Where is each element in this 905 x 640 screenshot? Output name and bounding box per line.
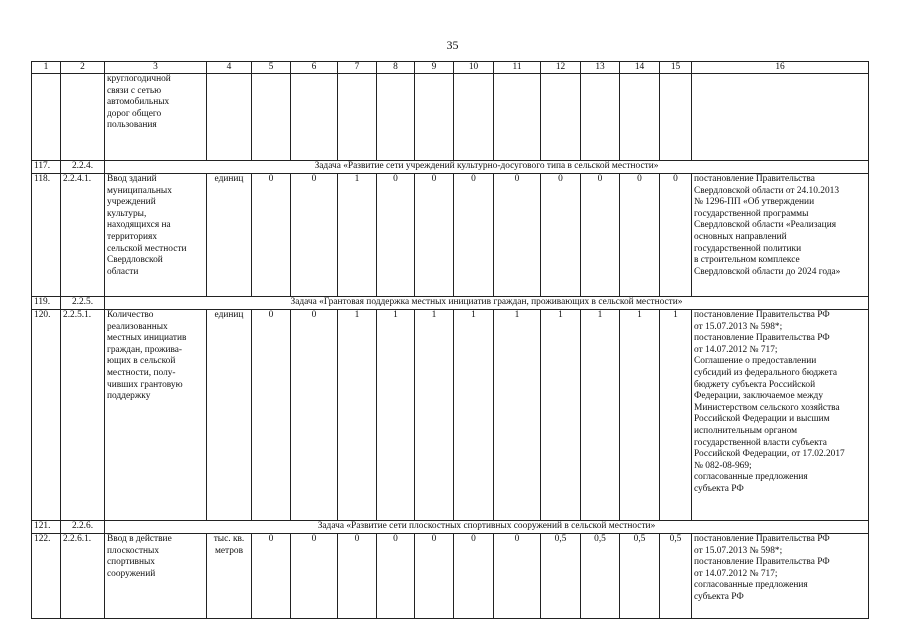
indicator-value: 1 [377, 310, 415, 521]
column-number-header: 16 [692, 62, 869, 74]
unit-of-measure: единиц [207, 310, 252, 521]
column-number-header: 3 [105, 62, 207, 74]
indicator-value: 0 [541, 174, 581, 297]
indicator-value: 0 [252, 310, 291, 521]
column-number-header: 7 [338, 62, 377, 74]
indicator-value: 1 [338, 310, 377, 521]
column-number-header: 4 [207, 62, 252, 74]
indicator-row [32, 174, 869, 297]
indicator-value: 0 [338, 534, 377, 619]
column-number-header: 9 [415, 62, 454, 74]
indicator-value: 0 [291, 174, 338, 297]
task-row [32, 297, 869, 310]
indicator-value [338, 74, 377, 161]
legal-basis: постановление Правительства РФ от 15.07.2013 № 598*; постановление Правительства РФ от 14.07.2012 № 717; согласованные предложения субъекта РФ [692, 534, 869, 619]
indicator-value [415, 74, 454, 161]
indicator-value: 0 [660, 174, 692, 297]
column-number-header: 1 [32, 62, 61, 74]
indicator-value: 0 [620, 174, 660, 297]
task-title: Задача «Развитие сети учреждений культурно-досугового типа в сельской местности» [105, 161, 869, 174]
task-row [32, 161, 869, 174]
indicator-value [620, 74, 660, 161]
indicator-value: 0,5 [620, 534, 660, 619]
indicator-row [32, 534, 869, 619]
unit-of-measure: единиц [207, 174, 252, 297]
legal-basis [692, 74, 869, 161]
indicator-value: 1 [541, 310, 581, 521]
indicator-value: 0,5 [581, 534, 620, 619]
indicator-value: 0 [581, 174, 620, 297]
column-number-header: 8 [377, 62, 415, 74]
indicator-value: 1 [620, 310, 660, 521]
indicators-table [31, 61, 869, 619]
column-number-header: 2 [61, 62, 105, 74]
indicator-value: 0 [494, 174, 541, 297]
indicator-value: 0 [377, 534, 415, 619]
indicator-value: 0 [454, 174, 494, 297]
row-code: 2.2.4.1. [61, 174, 105, 297]
column-number-row [32, 62, 869, 74]
indicator-value: 1 [581, 310, 620, 521]
row-code: 2.2.5. [61, 297, 105, 310]
column-number-header: 10 [454, 62, 494, 74]
indicator-name: Ввод в действие плоскостных спортивных сооружений [105, 534, 207, 619]
indicator-value [660, 74, 692, 161]
row-number: 120. [32, 310, 61, 521]
indicator-value: 1 [338, 174, 377, 297]
indicator-value: 0 [252, 174, 291, 297]
indicator-value: 0,5 [660, 534, 692, 619]
row-number: 118. [32, 174, 61, 297]
indicator-value: 0 [291, 310, 338, 521]
indicator-row [32, 74, 869, 161]
indicator-value: 0 [494, 534, 541, 619]
row-code: 2.2.6. [61, 521, 105, 534]
legal-basis: постановление Правительства Свердловской области от 24.10.2013 № 1296-ПП «Об утверждении государственной программы Свердловской области «Реализация основных направлений государственной политики в строительном комплексе Свердловской области до 2024 года» [692, 174, 869, 297]
indicator-value: 1 [454, 310, 494, 521]
indicator-value [541, 74, 581, 161]
column-number-header: 15 [660, 62, 692, 74]
indicator-name: круглогодичной связи с сетью автомобильных дорог общего пользования [105, 74, 207, 161]
indicator-value: 0 [291, 534, 338, 619]
indicator-name: Ввод зданий муниципальных учреждений культуры, находящихся на территориях сельской местности Свердловской области [105, 174, 207, 297]
column-number-header: 14 [620, 62, 660, 74]
indicator-value [252, 74, 291, 161]
column-number-header: 11 [494, 62, 541, 74]
indicator-value: 1 [415, 310, 454, 521]
indicator-name: Количество реализованных местных инициатив граждан, прожива- ющих в сельской местности, полу- чивших грантовую поддержку [105, 310, 207, 521]
row-number: 117. [32, 161, 61, 174]
column-number-header: 5 [252, 62, 291, 74]
indicator-value: 1 [660, 310, 692, 521]
row-number: 119. [32, 297, 61, 310]
row-code [61, 74, 105, 161]
task-row [32, 521, 869, 534]
row-code: 2.2.6.1. [61, 534, 105, 619]
row-code: 2.2.5.1. [61, 310, 105, 521]
unit-of-measure: тыс. кв. метров [207, 534, 252, 619]
indicator-value: 0 [454, 534, 494, 619]
indicator-value [454, 74, 494, 161]
column-number-header: 13 [581, 62, 620, 74]
legal-basis: постановление Правительства РФ от 15.07.2013 № 598*; постановление Правительства РФ от 14.07.2012 № 717; Соглашение о предоставлении субсидий из федерального бюджета бюджету субъекта Российской Федерации, заключаемое между Министерством сельского хозяйства Российской Федерации и высшим исполнительным органом государственной власти субъекта Российской Федерации, от 17.02.2017 № 082-08-969; согласованные предложения субъекта РФ [692, 310, 869, 521]
indicator-value: 0 [415, 534, 454, 619]
row-number: 122. [32, 534, 61, 619]
column-number-header: 6 [291, 62, 338, 74]
indicator-value: 0 [252, 534, 291, 619]
row-code: 2.2.4. [61, 161, 105, 174]
row-number: 121. [32, 521, 61, 534]
task-title: Задача «Грантовая поддержка местных инициатив граждан, проживающих в сельской местности» [105, 297, 869, 310]
indicator-value [291, 74, 338, 161]
indicator-row [32, 310, 869, 521]
page-number: 35 [446, 38, 459, 52]
indicator-value [377, 74, 415, 161]
indicator-value [494, 74, 541, 161]
row-number [32, 74, 61, 161]
column-number-header: 12 [541, 62, 581, 74]
task-title: Задача «Развитие сети плоскостных спортивных сооружений в сельской местности» [105, 521, 869, 534]
indicator-value: 0 [415, 174, 454, 297]
indicator-value: 1 [494, 310, 541, 521]
indicator-value [581, 74, 620, 161]
indicator-value: 0 [377, 174, 415, 297]
unit-of-measure [207, 74, 252, 161]
indicator-value: 0,5 [541, 534, 581, 619]
